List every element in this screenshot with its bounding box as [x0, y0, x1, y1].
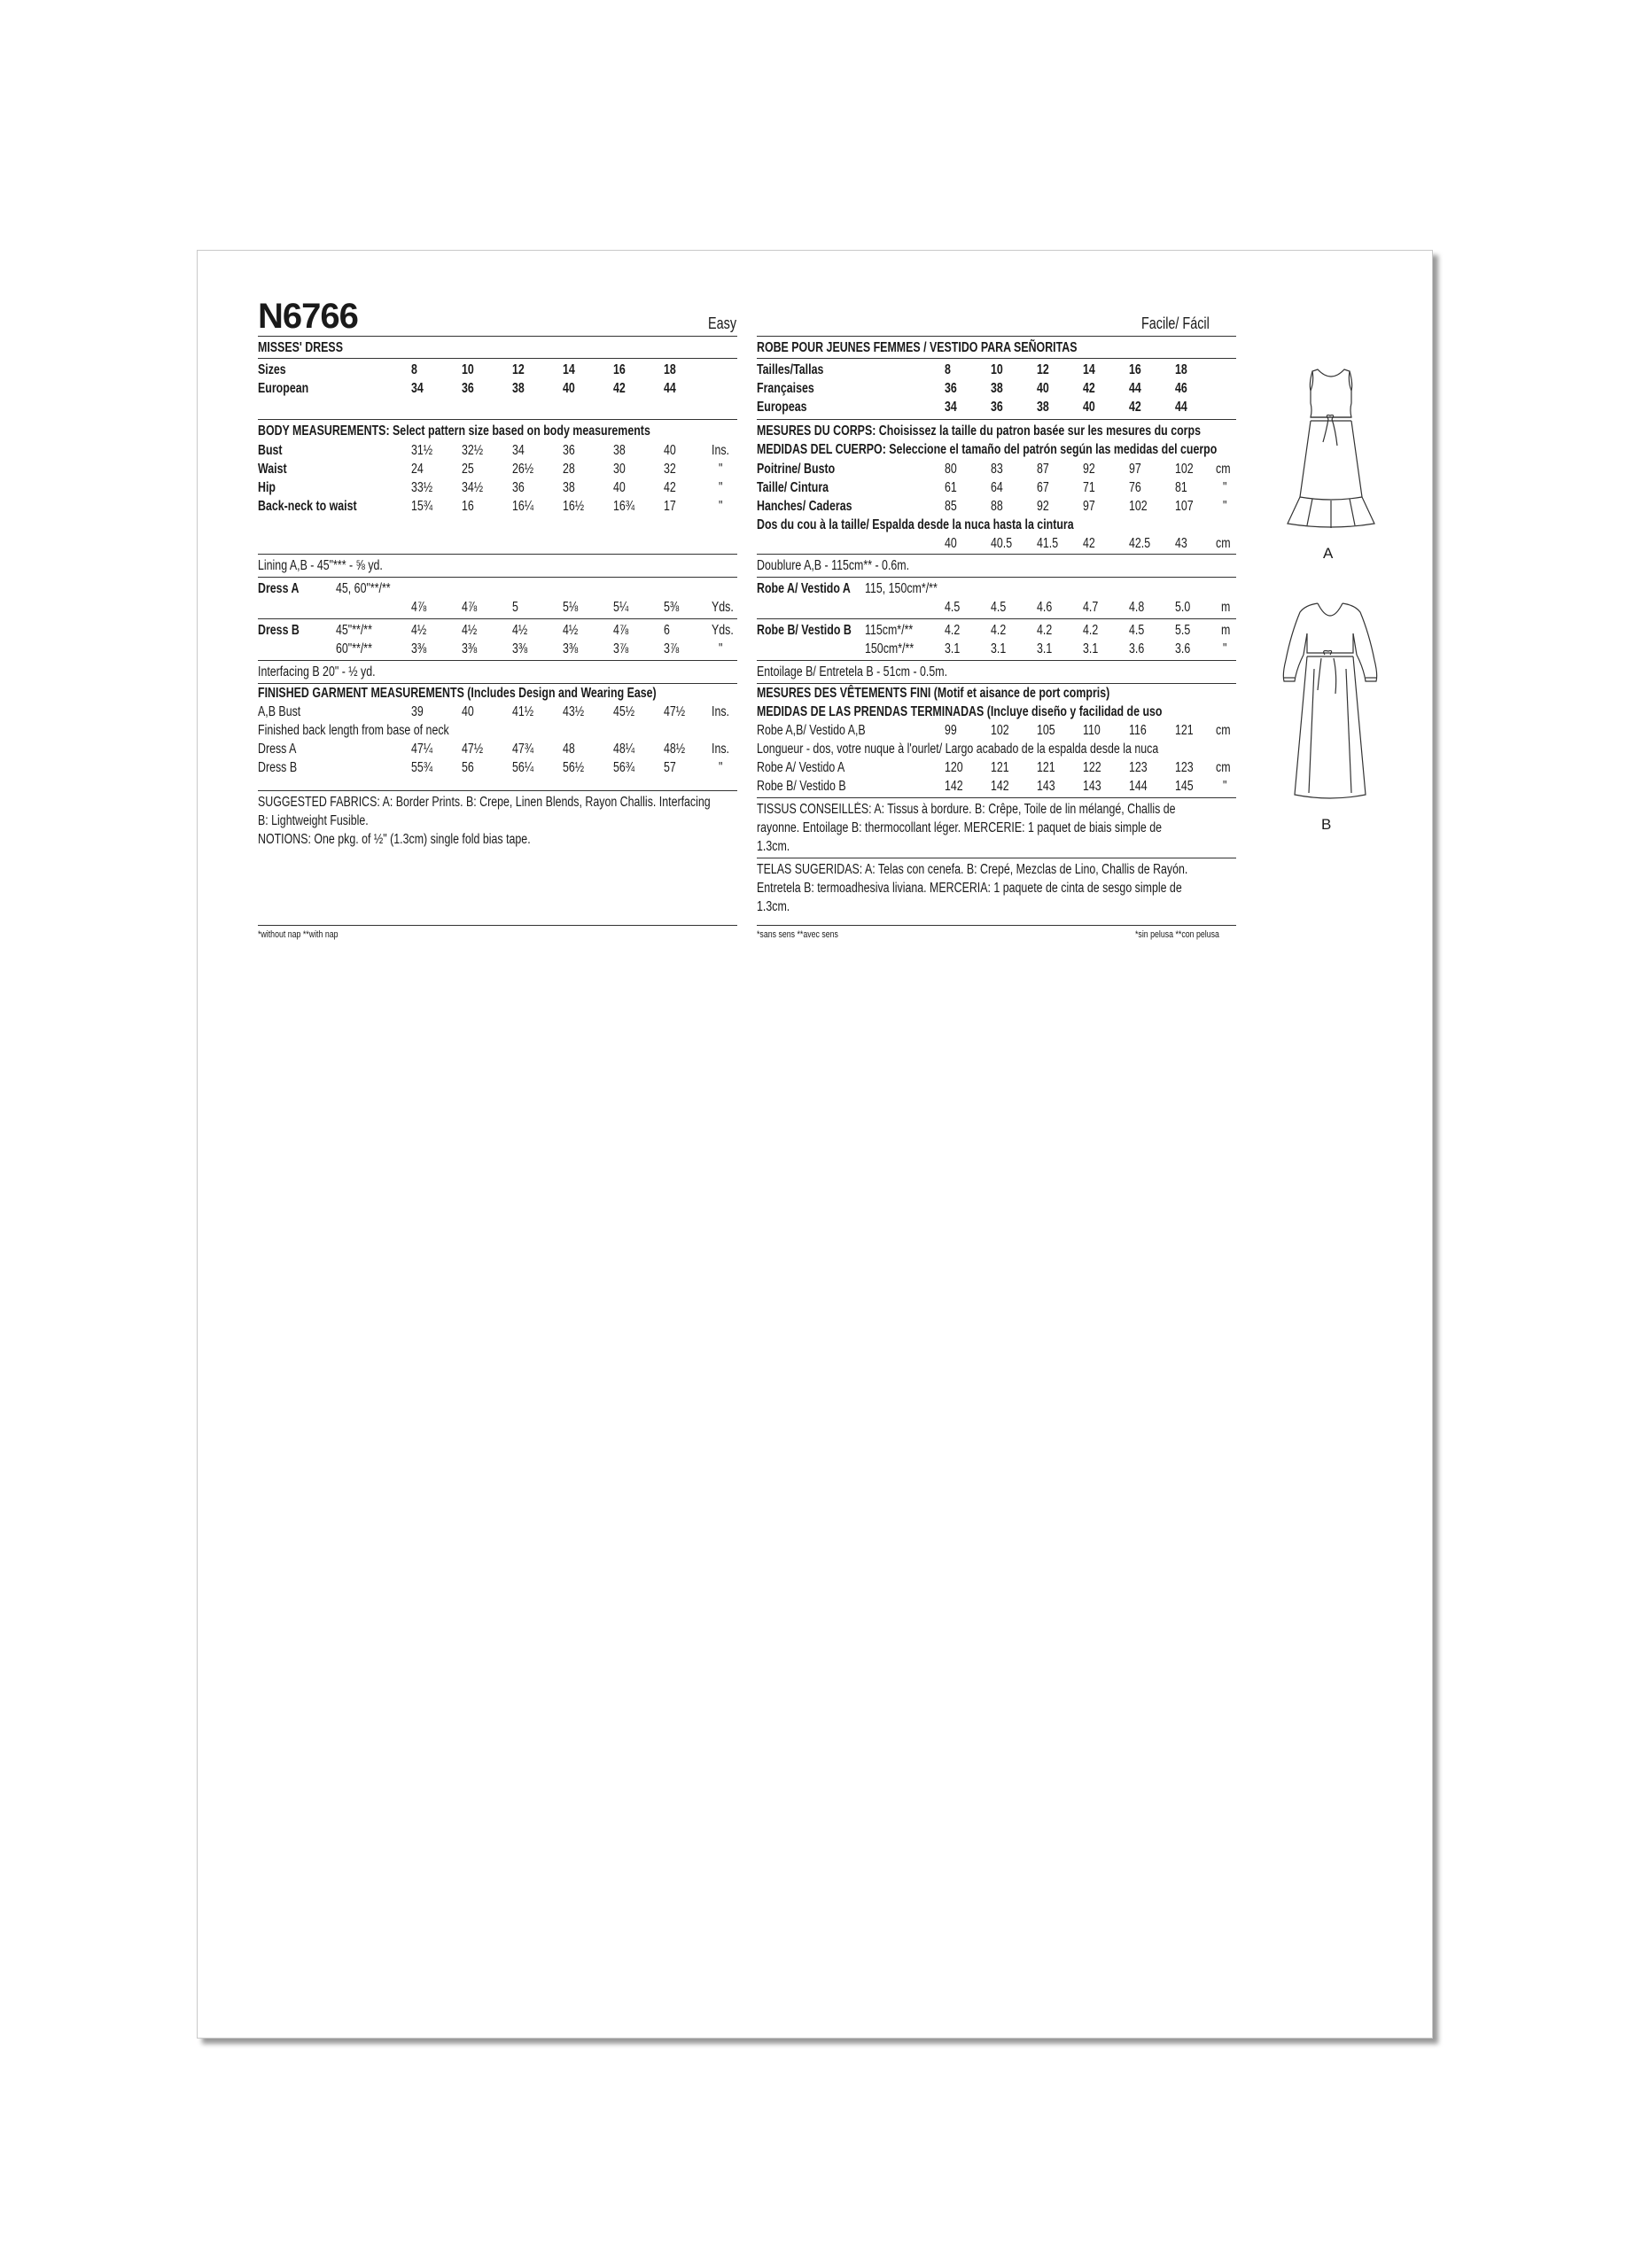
- table-row: Robe B/ Vestido B 142 142 143 143 144 145 ": [757, 779, 1227, 794]
- table-row: Robe B/ Vestido B 115cm*/** 4.2 4.2 4.2 4.2 4.5 5.5 m: [757, 623, 1231, 638]
- table-row: Waist 24 25 26½ 28 30 32 ": [258, 462, 723, 477]
- dress-b-long-sleeve-icon: [1270, 598, 1390, 804]
- table-row: A,B Bust 39 40 41½ 43½ 45½ 47½ Ins.: [258, 704, 729, 719]
- table-row: Dress B 45"**/** 4½ 4½ 4½ 4½ 4⅞ 6 Yds.: [258, 623, 734, 638]
- table-row: 4⅞ 4⅞ 5 5⅛ 5¼ 5⅜ Yds.: [411, 600, 734, 615]
- table-row: Dress A 47¼ 47½ 47¾ 48 48¼ 48½ Ins.: [258, 742, 729, 757]
- table-row: Robe A,B/ Vestido A,B 99 102 105 110 116 121 cm: [757, 723, 1231, 738]
- table-row: Taille/ Cintura 61 64 67 71 76 81 ": [757, 480, 1227, 495]
- figure-label-a: A: [1323, 545, 1334, 562]
- pattern-number: N6766: [258, 297, 358, 336]
- sizes-row-en: Sizes 8 10 12 14 16 18: [258, 362, 676, 377]
- robe-a-row: Robe A/ Vestido A 115, 150cm*/**: [757, 581, 938, 596]
- table-row: 4.5 4.5 4.6 4.7 4.8 5.0 m: [945, 600, 1231, 615]
- dress-a-sleeveless-icon: [1277, 364, 1385, 532]
- table-row: Back-neck to waist 15¾ 16 16¼ 16½ 16¾ 17 ": [258, 499, 723, 514]
- dress-a-row-en: Dress A 45, 60"**/**: [258, 581, 391, 596]
- table-row: Robe A/ Vestido A 120 121 121 122 123 123 cm: [757, 760, 1231, 775]
- sizes-row-fr: Tailles/Tallas 8 10 12 14 16 18: [757, 362, 1187, 377]
- footnote-fr: *sans sens **avec sens: [757, 929, 838, 940]
- footnote-es: *sin pelusa **con pelusa: [1135, 929, 1219, 940]
- table-row: Poitrine/ Busto 80 83 87 92 97 102 cm: [757, 462, 1231, 477]
- difficulty-fr-es: Facile/ Fácil: [1141, 315, 1210, 332]
- figure-label-b: B: [1321, 816, 1332, 833]
- european-row-en: European 34 36 38 40 42 44: [258, 381, 676, 396]
- table-row: Hanches/ Caderas 85 88 92 97 102 107 ": [757, 499, 1227, 514]
- francaises-row: Françaises 36 38 40 42 44 46: [757, 381, 1187, 396]
- table-row: Dress B 55¾ 56 56¼ 56½ 56¾ 57 ": [258, 760, 723, 775]
- table-row: Hip 33½ 34½ 36 38 40 42 ": [258, 480, 723, 495]
- table-row: 150cm*/** 3.1 3.1 3.1 3.1 3.6 3.6 ": [865, 641, 1227, 656]
- europeas-row: Europeas 34 36 38 40 42 44: [757, 400, 1187, 415]
- table-row: 40 40.5 41.5 42 42.5 43 cm: [945, 536, 1231, 551]
- difficulty-en: Easy: [708, 315, 737, 332]
- table-row: 60"**/** 3⅜ 3⅜ 3⅜ 3⅜ 3⅞ 3⅞ ": [336, 641, 723, 656]
- footnote-en: *without nap **with nap: [258, 929, 339, 940]
- table-row: Bust 31½ 32½ 34 36 38 40 Ins.: [258, 443, 729, 458]
- pattern-sheet: N6766 Easy MISSES' DRESS Sizes 8 10 12 14 16 18 European 34 36 38 40 42 44 BODY MEASUREMENTS: Select pattern size based on body measurements Bust 31½ 32½ 34 36 38 40 Ins. Waist 24 25 26½ 28 30 32 " Hip 33½ 34½ 36 38 40 42 " Back-neck to waist 15¾ 16 16¼ 16½ 16¾ 17 " Lining A,B - 45"*** - ⅝ yd. Dress A 45, 60"**/** 4⅞ 4⅞ 5 5⅛ 5¼ 5⅜ Yds. Dress B 45"**/** 4½ 4½ 4½ 4½ 4⅞ 6 Yds. 60"**/** 3⅜ 3⅜ 3⅜ 3⅜ 3⅞ 3⅞ " Interfacing B 20" - ½ yd. FINISHED GARMENT MEASUREMENTS (Includes Design and Wearing Ease) A,B Bust 39 40 41½ 43½ 45½ 47½ Ins. Finished back length from base of neck Dress A 47¼ 47½ 47¾ 48 48¼ 48½ Ins. Dress B 55¾ 56 56¼ 56½ 56¾ 57 " SUGGESTED FABRICS: A: Border Prints. B: Crepe, Linen Blends, Rayon Challis. Interfacing B: Lightweight Fusible. NOTIONS: One pkg. of ½" (1.3cm) single fold bias tape. *without nap **with nap Facile/ Fácil ROBE POUR JEUNES FEMMES / VESTIDO PARA SEÑORITAS Tailles/Tallas 8 10 12 14 16 18 Françaises 36 38 40 42 44 46 Europeas 34 36 38 40 42 44 MESURES DU CORPS: Choisissez la taille du patron basée sur les mesures du corps MEDIDAS DEL CUERPO: Seleccione el tamaño del patrón según las medidas del cuerpo Poitrine/ Busto 80 83 87 92 97 102 cm Taille/ Cintura 61 64 67 71 76 81 " Hanches/ Caderas 85 88 92 97 102 107 " Dos du cou à la taille/ Espalda desde la nuca hasta la cintura 40 40.5 41.5 42 42.5 43 cm Doublure A,B - 115cm** - 0.6m. Robe A/ Vestido A 115, 150cm*/** 4.5 4.5 4.6 4.7 4.8 5.0 m Robe B/ Vestido B 115cm*/** 4.2 4.2 4.2 4.2 4.5 5.5 m 150cm*/** 3.1 3.1 3.1 3.1 3.6 3.6 " Entoilage B/ Entretela B - 51cm - 0.5m. MESURES DES VÊTEMENTS FINI (Motif et aisance de port compris) MEDIDAS DE LAS PRENDAS TERMINADAS (Incluye diseño y facilidad de uso Robe A,B/ Vestido A,B 99 102 105 110 116 121 cm Longueur - dos, votre nuque à l'ourlet/ Largo acabado de la espalda desde la nuca Robe A/ Vestido A 120 121 121 122 123 123 cm Robe B/ Vestido B 142 142 143 143 144 145 " TISSUS CONSEILLÉS: A: Tissus à bordure. B: Crêpe, Toile de lin mélangé, Challis de rayonne. Entoilage B: thermocollant léger. MERCERIE: 1 paquet de biais simple de 1.3cm. TELAS SUGERIDAS: A: Telas con cenefa. B: Crepé, Mezclas de Lino, Challis de Rayón. Entretela B: termoadhesiva liviana. MERCERIA: 1 paquete de cinta de sesgo simple de 1.3cm. *sans sens **avec sens *sin pelusa **con pelusa A B: [197, 250, 1433, 2039]
